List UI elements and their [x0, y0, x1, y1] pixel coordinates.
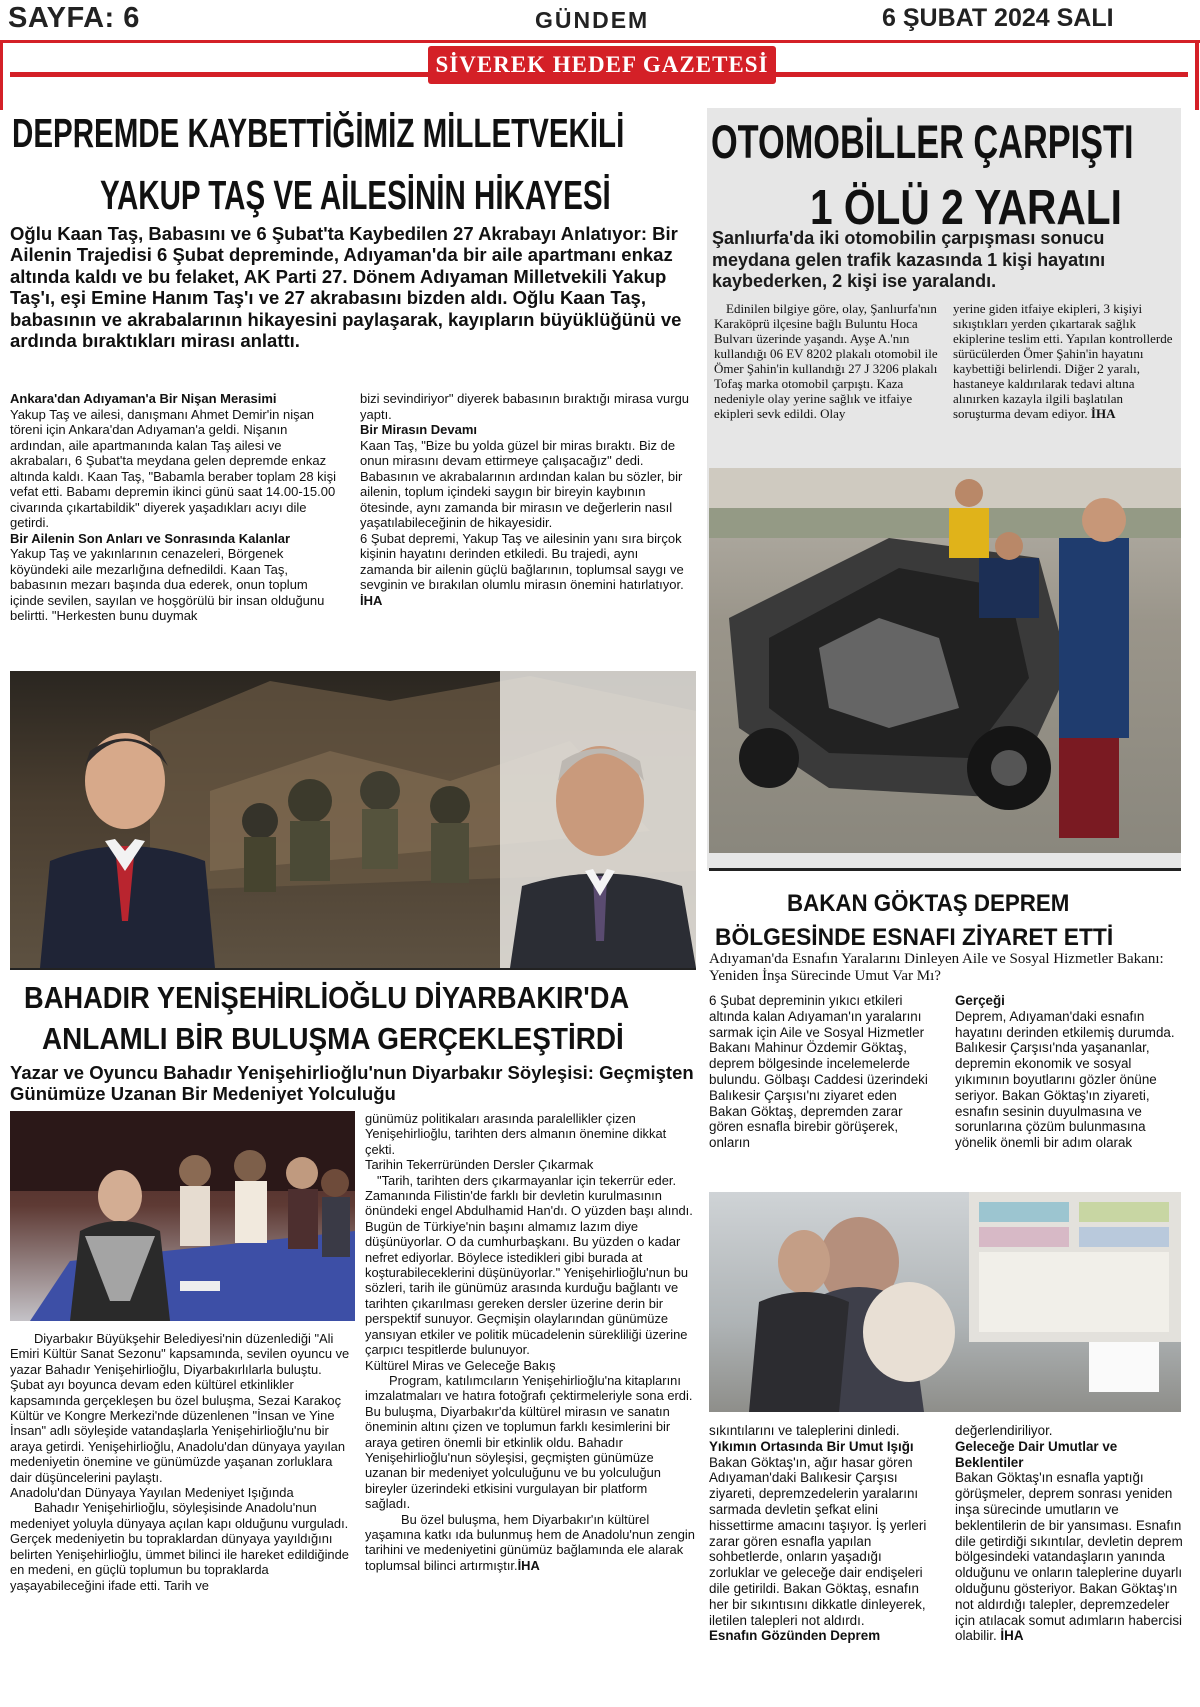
article4-paragraph: Bakan Göktaş'ın esnafla yaptığı görüşmeler, deprem sonrası yeniden inşa sürecinde umutların ve beklentilerin de bir yansıması. Esnafın dile getirdiği sıkıntılar, devletin deprem bölgesindeki vatandaşların yanında olduğunu ve onların taleplerine duyarlı olduğunu gösteriyor. Bakan Göktaş'ın not aldırdığı talepler, depremzedeler için atılacak somut adımların habercisi olabilir. İHA [955, 1470, 1183, 1644]
page-frame-right [1195, 40, 1199, 110]
rubble-scene-graphic [10, 671, 696, 968]
article1-col2 [360, 391, 695, 608]
article1-credit: İHA [360, 592, 383, 608]
article4-paragraph: sıkıntılarını ve taleplerini dinledi. [709, 1423, 900, 1438]
article4-headline-2: BÖLGESİNDE ESNAFI ZİYARET ETTİ [715, 924, 1114, 951]
article2-divider [709, 868, 1181, 871]
article3-lead: Yazar ve Oyuncu Bahadır Yenişehirlioğlu'nun Diyarbakır Söyleşisi: Geçmişten Günümüze Uzanan Bir Medeniyet Yolculuğu [10, 1062, 694, 1104]
article4-photo [709, 1192, 1181, 1412]
banner-rule-left [10, 72, 428, 77]
article1-subhead: Bir Ailenin Son Anları ve Sonrasında Kalanlar [10, 530, 291, 546]
article1-divider [10, 968, 696, 970]
article4-credit: İHA [1000, 1628, 1024, 1644]
article1-headline-1: DEPREMDE KAYBETTİĞİMİZ MİLLETVEKİLİ [12, 110, 625, 156]
article4-col2-top [955, 993, 1183, 1151]
article3-headline-2: ANLAMLI BİR BULUŞMA GERÇEKLEŞTİRDİ [42, 1021, 624, 1056]
article2-col1: Edinilen bilgiye göre, olay, Şanlıurfa'nın Karaköprü ilçesine bağlı Buluntu Hoca Bulvarı üzerinde yaşandı. Ayşe A.'nın kullandığı 06 EV 8202 plakalı otomobil ile Ömer Şahin'in kullandığı 27 J 3206 plakalı Tofaş marka otomobil çarpıştı. Kaza nedeniyle olay yerine sağlık ve itfaiye ekipleri sevk edildi. Olay [714, 301, 938, 421]
article4-paragraph: değerlendiriliyor. [955, 1423, 1053, 1438]
page-frame-top [0, 40, 1200, 43]
article2-credit: İHA [1090, 406, 1116, 421]
article3-paragraph: "Tarih, tarihten ders çıkarmayanlar için tekerrür eder. Zamanında Filistin'de farklı bir devletin kurulmasının önündeki engel Abdulhamid Han'dı. O yüzden başı alındı. Bugün de Türkiye'nin başını almamız lazım diye düşünüyorlar. O da cumhurbaşkanı. Bu yüzden o kadar nefret ediyorlar. Böylece istedikleri gibi burada at koşturabileceklerini düşünüyorlar." Yenişehirlioğlu'nun bu sözleri, tarih ile günümüz arasında kurduğu bağlantı ve tarihten çıkarılması gereken dersler üzerine derin bir perspektif sunuyor. Geçmişin olaylarından günümüze yansıyan etkiler ve politik mücadelenin sürekliliği üzerine çarpıcı tespitlerde bulunuyor. [365, 1172, 693, 1358]
article2-col2: yerine giden itfaiye ekipleri, 3 kişiyi sıkıştıkları yerden çıkartarak sağlık ekiplerine teslim etti. Yapılan kontrollerde sürücülerden Ömer Şahin'in hayatını kaybettiği belirlendi. Diğer 2 yaralı, hastaneye kaldırılarak tedavi altına alınırken kazayla ilgili başlatılan soruşturma devam ediyor. İHA [953, 301, 1173, 421]
masthead-banner [428, 46, 776, 84]
article1-subhead: Ankara'dan Adıyaman'a Bir Nişan Merasimi [10, 391, 277, 406]
article1-headline-2: YAKUP TAŞ VE AİLESİNİN HİKAYESİ [100, 172, 611, 218]
article4-subhead: Geleceğe Dair Umutlar ve Beklentiler [955, 1438, 1118, 1470]
article3-paragraph: Diyarbakır Büyükşehir Belediyesi'nin düzenlediği "Ali Emiri Kültür Sanat Sezonu" kapsamında, sevilen oyuncu ve yazar Bahadır Yenişehirlioğlu, Diyarbakırlılarla buluştu. Şubat ayı boyunca devam eden kültürel etkinlikler kapsamında gerçekleşen bu özel buluşma, Sezai Karakoç Kültür ve Kongre Merkezi'nde düzenlenen "İnsan ve Yine İnsan" adlı söyleşide vatandaşlarla Yenişehirlioğlu'nu bir araya getirdi. Yenişehirlioğlu, Anadolu'dan dünyaya yayılan medeniyetin önemine ve günümüzde yaşanan zorluklara dair düşüncelerini paylaştı. [10, 1331, 350, 1485]
article3-paragraph: günümüz politikaları arasında paralellikler çizen Yenişehirlioğlu, tarihten ders almanın önemine dikkat çekti. [365, 1111, 667, 1157]
market-visit-graphic [709, 1192, 1181, 1412]
article2-headline-1: OTOMOBİLLER ÇARPIŞTI [711, 115, 1134, 168]
article4-paragraph: 6 Şubat depreminin yıkıcı etkileri altında kalan Adıyaman'ın yaralarını sarmak için Aile ve Sosyal Hizmetler Bakanı Mahinur Özdemir Göktaş, deprem bölgesinde incelemelerde bulundu. Gölbaşı Caddesi üzerindeki Balıkesir Çarşısı'nı ziyaret eden Bakan Göktaş, depremden zarar gören esnafla birebir görüşerek, onların [709, 993, 928, 1151]
book-signing-graphic [10, 1111, 355, 1321]
section-name: GÜNDEM [535, 7, 650, 33]
article1-paragraph: bizi sevindiriyor" diyerek babasının bıraktığı mirasa vurgu yaptı. [360, 391, 690, 422]
article3-paragraph: Bu özel buluşma, hem Diyarbakır'ın kültürel yaşamına katkı ıda bulunmuş hem de Anadolu'nun zengin tarihini ve medeniyetini günümüz bağlamında ele alarak toplumsal bilinci artırmıştır.İHA [365, 1511, 695, 1573]
article1-paragraph: Yakup Taş ve ailesi, danışmanı Ahmet Demir'in nişan töreni için Ankara'dan Adıyaman'a geldi. Nişanın ardından, aile apartmanında kalan Taş ailesi ve akrabaları, 6 Şubat'ta meydana gelen depremde enkaz altında kaldı. Kaan Taş, "Babamla beraber toplam 28 kişi vefat etti. Babamı depremin ikinci günü saat 14.00-15.00 civarında çıkartabildik" diyerek yaşadıkları acıyı dile getirdi. [10, 406, 336, 530]
article3-col1 [10, 1331, 355, 1593]
article3-paragraph: Bahadır Yenişehirlioğlu, söyleşisinde Anadolu'nun medeniyet yoluyla dünyaya açılan kapı olduğunu vurguladı. Gerçek medeniyetin bu topraklardan dünyaya yayıldığını belirten Yenişehirlioğlu, ümmet bilinci ile hareket edildiğinde en medeni, en güçlü toplumun bu topraklarda yaşayabileceğini ifade etti. Tarih ve [10, 1500, 349, 1593]
article3-subhead: Anadolu'dan Dünyaya Yayılan Medeniyet Işığında [10, 1485, 294, 1501]
masthead-title: SİVEREK HEDEF GAZETESİ [435, 52, 769, 77]
article3-col2 [365, 1111, 695, 1573]
article4-headline-1: BAKAN GÖKTAŞ DEPREM [787, 890, 1070, 917]
article4-subhead: Yıkımın Ortasında Bir Umut Işığı [709, 1438, 914, 1454]
article4-paragraph: Bakan Göktaş'ın, ağır hasar gören Adıyaman'daki Balıkesir Çarşısı ziyareti, depremzedelerin yaralarını sarmada devletin şefkat elini hissettirme amacını taşıyor. İş yerleri zarar gören esnafla yapılan sohbetlerde, onların yaşadığı zorluklar ve geleceğe dair endişeleri dile getirildi. Bakan Göktaş, esnafın her bir sıkıntısını dikkatle dinleyerek, iletilen talepleri not aldırdı. [709, 1454, 927, 1628]
page-frame-left [0, 40, 3, 110]
article1-paragraph: Kaan Taş, "Bize bu yolda güzel bir miras bıraktı. Biz de onun mirasını devam ettirmeye çalışacağız" dedi. Babasının ve akrabalarının ardından kalan bu sözler, bir ailenin, toplum içindeki saygın bir bireyin kaybının ötesinde, aynı zamanda bir mirasın ve değerlerin nasıl yaşatılabileceğinin de hikayesidir. [360, 437, 683, 530]
article3-photo [10, 1111, 355, 1321]
article1-paragraph: 6 Şubat depremi, Yakup Taş ve ailesinin yanı sıra birçok kişinin hayatını derinden etkiledi. Bu trajedi, aynı zamanda bir ailenin güçlü bağlarının, toplumsal saygı ve sevginin ve bırakılan olumlu mirasın önemini hatırlatıyor. İHA [360, 530, 684, 608]
article4-subhead: Esnafın Gözünden Deprem [709, 1628, 881, 1644]
article1-paragraph: Yakup Taş ve yakınlarının cenazeleri, Börgenek köyündeki aile mezarlığına defnedildi. Kaan Taş, babasının mezarı başında dua ederek, onun toplum içinde sevilen, sayılan ve hoşgörülü bir insan olduğunu belirtti. "Herkesten bunu duymak [10, 546, 325, 623]
article2-headline-2: 1 ÖLÜ 2 YARALI [810, 181, 1122, 235]
article4-col1-top [709, 993, 934, 1151]
article4-paragraph: Deprem, Adıyaman'daki esnafın hayatını derinden etkilemiş durumda. Balıkesir Çarşısı'nda yaşananlar, depremin ekonomik ve sosyal yıkımının boyutlarını gözler önüne seriyor. Bakan Göktaş'ın ziyareti, esnafın sesinin duyulmasına ve sorunlarına çözüm bulunmasına yönelik önemli bir adım olarak [955, 1008, 1175, 1151]
article3-credit: İHA [517, 1557, 540, 1573]
article1-subhead: Bir Mirasın Devamı [360, 422, 478, 437]
article4-col1-bottom [709, 1423, 934, 1644]
article1-col1 [10, 391, 340, 624]
article4-subhead: Gerçeği [955, 993, 1005, 1008]
article4-lead: Adıyaman'da Esnafın Yaralarını Dinleyen Aile ve Sosyal Hizmetler Bakanı: Yeniden İnşa Sürecinde Umut Var Mı? [709, 951, 1164, 984]
article3-subhead: Tarihin Tekerrüründen Dersler Çıkarmak [365, 1157, 594, 1173]
article3-subhead: Kültürel Miras ve Geleceğe Bakış [365, 1357, 556, 1373]
article3-headline-1: BAHADIR YENİŞEHİRLİOĞLU DİYARBAKIR'DA [24, 980, 630, 1015]
issue-date: 6 ŞUBAT 2024 SALI [882, 4, 1114, 32]
car-crash-graphic [709, 468, 1181, 853]
article2-photo [709, 468, 1181, 853]
article1-photo [10, 671, 696, 968]
article1-lead: Oğlu Kaan Taş, Babasını ve 6 Şubat'ta Kaybedilen 27 Akrabayı Anlatıyor: Bir Ailenin Trajedisi 6 Şubat depreminde, Adıyaman'da bir aile apartmanı enkaz altında kaldı ve bu felaket, AK Parti 27. Dönem Adıyaman Milletvekili Yakup Taş'ı, eşi Emine Hanım Taş'ı ve 27 akrabasını bizden aldı. Oğlu Kaan Taş, babasının ve akrabalarının hikayesini paylaşarak, kayıpların büyüklüğünü ve ardında bıraktıkları mirası anlattı. [10, 223, 682, 352]
article2-lead: Şanlıurfa'da iki otomobilin çarpışması sonucu meydana gelen trafik kazasında 1 kişi hayatını kaybederken, 2 kişi ise yaralandı. [712, 228, 1106, 291]
page-number: SAYFA: 6 [8, 2, 140, 34]
article3-paragraph: Program, katılımcıların Yenişehirlioğlu'na kitaplarını imzalatmaları ve hatıra fotoğrafı çektirmeleriyle sona erdi. Bu buluşma, Diyarbakır'da kültürel mirasın ve sanatın öneminin altını çizen ve toplumun farklı kesimlerini bir araya getiren önemli bir etkinlik oldu. Bahadır Yenişehirlioğlu'nun söyleşisi, geçmişten günümüze uzanan bir medeniyet yolculuğunu ve bu yolculuğun bireyler üzerindeki etkisini vurgulayan bir platform sağladı. [365, 1372, 693, 1512]
banner-rule-right [776, 72, 1188, 77]
article4-col2-bottom [955, 1423, 1183, 1644]
